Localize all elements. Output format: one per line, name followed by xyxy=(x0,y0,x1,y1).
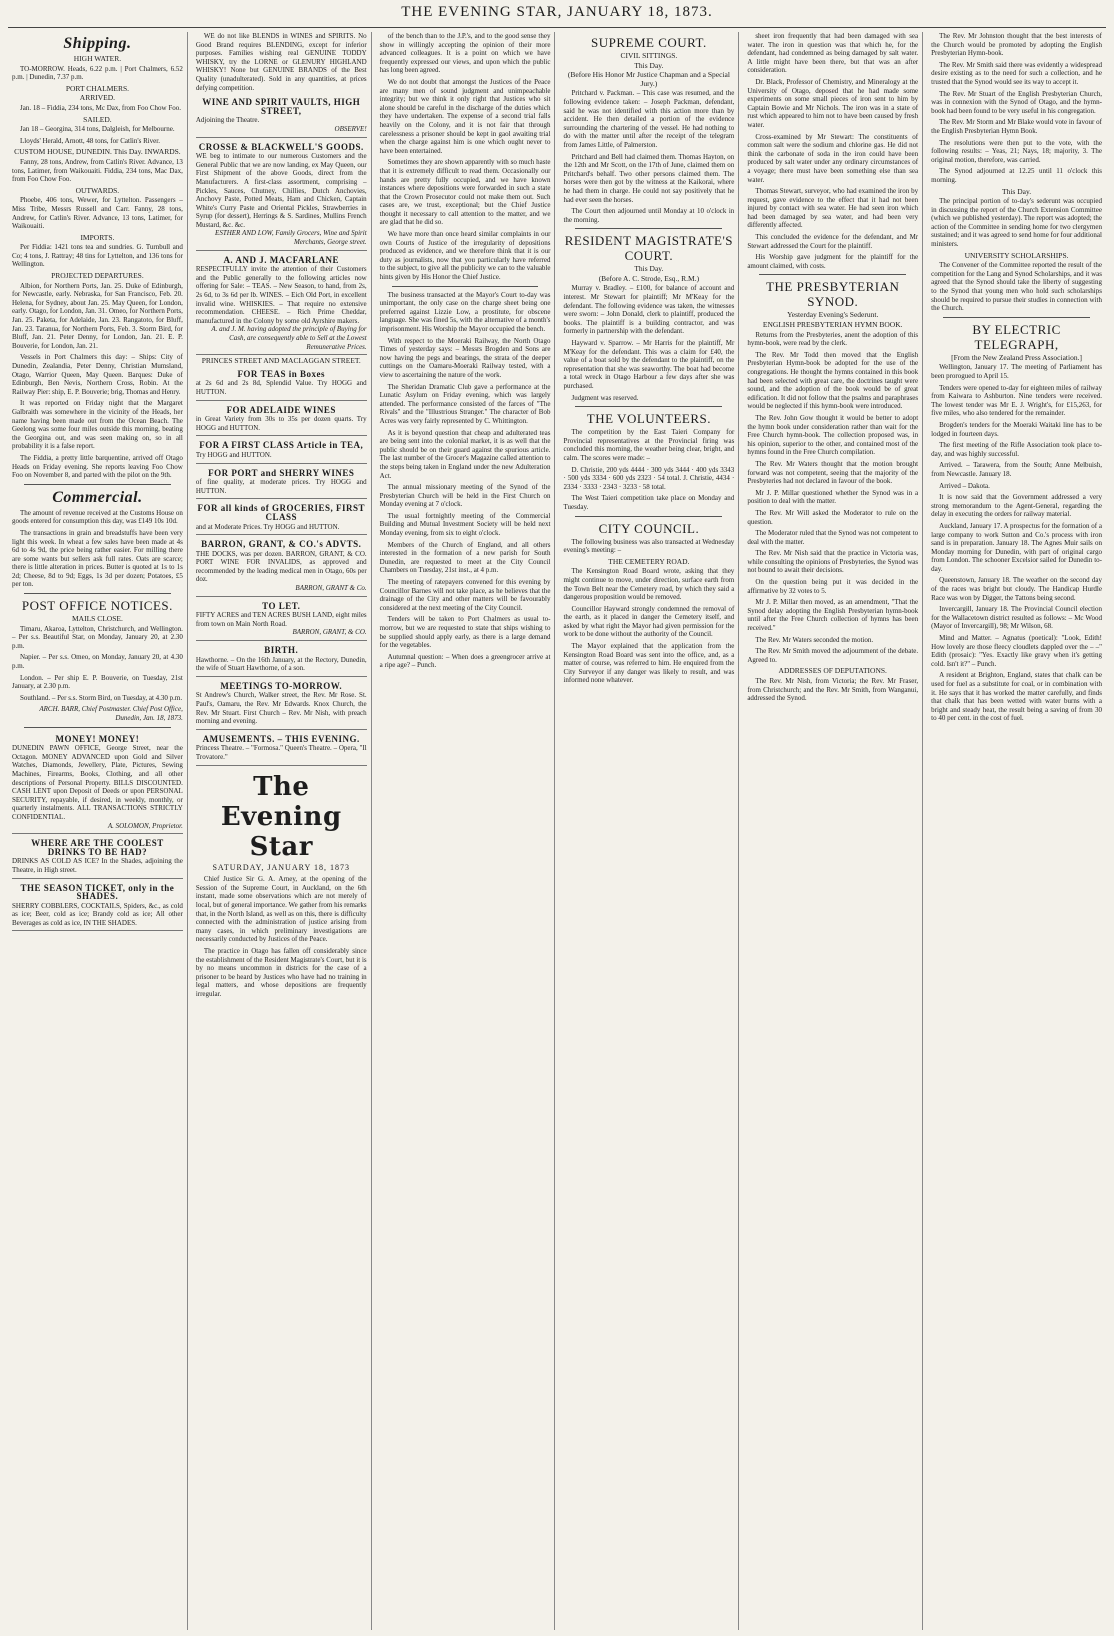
section-heading: THE PRESBYTERIAN SYNOD. xyxy=(766,279,900,310)
article-paragraph: Fanny, 28 tons, Andrew, from Catlin's River. Advance, 13 tons, Latimer, from Waikouaiti. Fiddia, 234 tons, Mac Dax, from Foo Chow Foo. xyxy=(12,157,183,184)
subheading: This Day. xyxy=(634,60,664,70)
column-1 xyxy=(8,32,188,1630)
article-paragraph: The Moderator ruled that the Synod was not competent to deal with the matter. xyxy=(747,529,919,546)
advertisement-signature: BARRON, GRANT, & CO. xyxy=(292,628,367,637)
article-paragraph: Timaru, Akaroa, Lyttelton, Christchurch, and Wellington. – Per s.s. Beautiful Star, on Monday, January 20, at 2.30 p.m. xyxy=(12,624,183,650)
subheading: OUTWARDS. xyxy=(75,185,120,195)
article-paragraph: Jan 18 – Georgina, 314 tons, Dalgleish, for Melbourne. xyxy=(20,125,175,134)
section-heading: CITY COUNCIL. xyxy=(598,520,700,536)
column-4 xyxy=(559,32,739,1630)
article-paragraph: Tenders were opened to-day for eighteen miles of railway from Kaiwara to Ashburton. Nine tenders were received. The lowest tender was Mr E. J. Wright's, for £15,263, for five miles, who also tendered for the remainder. xyxy=(931,383,1102,418)
article-paragraph: The Rev. Mr Smith moved the adjournment of the debate. Agreed to. xyxy=(747,647,919,664)
article-paragraph: Lloyds' Herald, Arnott, 48 tons, for Catlin's River. xyxy=(20,136,160,145)
article-paragraph: The first meeting of the Rifle Association took place to-day, and was highly successful. xyxy=(931,441,1102,458)
article-paragraph: The resolutions were then put to the vote, with the following results: – Yeas, 21; Nays, 18; majority, 3. The original motion, therefore, was carried. xyxy=(931,138,1102,164)
article-paragraph: The transactions in grain and breadstuffs have been very light this week. In wheat a few sales have been made at 4s 6d to 4s 9d, the price being rather easier. For milling there are some wants but sellers ask full rates. Oats are scarce; there is little alteration in prices. Butter is quoted at 1s to 1s 2d; Cheese, 8d to 9d; Eggs, 1s 3d per dozen; Potatoes, £5 per ton. xyxy=(12,528,183,589)
section-heading: POST OFFICE NOTICES. xyxy=(21,598,173,614)
article-paragraph: Tenders will be taken to Port Chalmers as usual to-morrow, but we are requested to state that ships wishing to be supplied should apply early, as there is a large demand for the vegetables. xyxy=(379,615,551,650)
advertisement-title: A. AND J. MACFARLANE xyxy=(223,254,340,265)
column-divider xyxy=(759,274,906,275)
advertisement-body: FIFTY ACRES and TEN ACRES BUSH LAND, eight miles from town on Main North Road. xyxy=(195,611,367,628)
advertisement-title: AMUSEMENTS. – THIS EVENING. xyxy=(202,733,360,744)
masthead: THE EVENING STAR, JANUARY 18, 1873. xyxy=(401,4,713,20)
advertisement-title: TO LET. xyxy=(262,600,301,611)
subheading: CIVIL SITTINGS. xyxy=(620,51,678,60)
advertisement-body: at 2s 6d and 2s 8d, Splendid Value. Try HOGG and HUTTON. xyxy=(195,379,367,396)
article-paragraph: The Kensington Road Board wrote, asking that they might continue to move, under direction, surface earth from the Town Belt near the Cemetery road, by which they said a dangerous proposition would be removed. xyxy=(563,567,735,602)
subheading: IMPORTS. xyxy=(80,232,115,242)
advertisement xyxy=(196,537,367,597)
article-paragraph: The Court then adjourned until Monday at 10 o'clock in the morning. xyxy=(563,207,735,224)
article-paragraph: We do not doubt that amongst the Justices of the Peace are many men of sound judgment and unimpeachable integrity; but we think it only right that Justices who sit alone should be careful in the discharge of the duties which they have undertaken. The expense of a second trial falls heavily on the Colony, and it is not fair that through carelessness a prisoner should be kept in gaol awaiting trial when the charge against him is one which ought never to have been entertained. xyxy=(379,77,551,155)
article-paragraph: Hayward v. Sparrow. – Mr Harris for the plaintiff, Mr M'Keay for the defendant. This was a claim for £40, the value of a boat sold by the defendant to the plaintiff, on the representation that she was seaworthy. The boat had become a total wreck in Otago Harbour a few days after she was purchased. xyxy=(563,339,735,390)
advertisement xyxy=(196,140,367,251)
article-paragraph: Wellington, January 17. The meeting of Parliament has been prorogued to April 15. xyxy=(931,363,1102,380)
article-paragraph: Jan. 18 – Fiddia, 234 tons, Mc Dax, from Foo Chow Foo. xyxy=(20,103,181,112)
article-paragraph: The Rev. Mr Todd then moved that the English Presbyterian Hymn-book be adopted for the use of the congregations. He thought the hymns contained in this book had been selected with great care, the doctrines taught were sound, and the adoption of the book would be of great edification. It did not follow that the psalms and paraphrases would be neglected if this hymn-book were introduced. xyxy=(747,350,919,411)
column-divider xyxy=(24,484,171,485)
article-paragraph: Members of the Church of England, and all others interested in the formation of a new parish for South Dunedin, are requested to meet at the City Council Chambers on Tuesday, 21st inst., at 4 p.m. xyxy=(379,540,551,575)
advertisement xyxy=(196,501,367,535)
article-paragraph: Mind and Matter. – Agnatus (poetical): "Look, Edith! How lovely are those fleecy cloudlets dappled over the – –" Edith (prosaic): "Yes. Exactly like gravy when it's getting cold. Isn't it?" – Punch. xyxy=(931,634,1102,668)
article-paragraph: sheet iron frequently that had been damaged with sea water. The iron in question was that which he, for the defendant, had condemned as being damaged by salt water. A little might have been there, but that was an after consideration. xyxy=(747,32,919,75)
advertisement-body: Princess Theatre. – "Formosa." Queen's Theatre. – Opera, "Il Trovatore." xyxy=(195,744,367,761)
article-paragraph: It is now said that the Government addressed a very strong memorandum to the Agent-General, regarding the delay in executing the orders for railway material. xyxy=(931,493,1102,519)
section-heading: BY ELECTRIC TELEGRAPH, xyxy=(972,321,1061,352)
advertisement-title: FOR TEAS in Boxes xyxy=(237,368,326,379)
article-paragraph: of the bench than to the J.P.'s, and to the good sense they show in willingly accepting the opinion of their more advanced colleagues. It is a point on which we have frequently expressed our views, and upon which the public has long been agreed. xyxy=(379,32,551,75)
article-paragraph: The Synod adjourned at 12.25 until 11 o'clock this morning. xyxy=(931,167,1102,184)
advertisement-body: RESPECTFULLY invite the attention of their Customers and the Public generally to the following articles now offering for Sale: – TEAS. – New Season, to hand, from 2s, 2s 6d, to 3s 6d per lb. WINES. – Eich Old Port, in excellent invalid wine. WHISKIES. – That require no extensive recommendation. CHEESE. – Rich Prime Cheddar, manufactured in the Colony by some old Ayrshire makers. xyxy=(195,265,367,325)
subheading: ADDRESSES OF DEPUTATIONS. xyxy=(778,666,887,676)
section-heading: SUPREME COURT. xyxy=(591,35,707,50)
advertisement xyxy=(196,367,367,401)
column-3 xyxy=(376,32,556,1630)
columns xyxy=(8,32,1106,1630)
advertisement xyxy=(196,466,367,500)
advertisement-signature: A. SOLOMON, Proprietor. xyxy=(107,821,183,830)
advertisement xyxy=(196,732,367,766)
advertisement xyxy=(196,403,367,437)
section-heading: RESIDENT MAGISTRATE'S COURT. xyxy=(564,233,734,264)
article-paragraph: The Rev. Mr Waters seconded the motion. xyxy=(755,635,874,644)
article-paragraph: Autumnal question: – When does a greengrocer arrive at a ripe age? – Punch. xyxy=(379,652,551,670)
article-paragraph: With respect to the Moeraki Railway, the North Otago Times of yesterday says: – Messrs Brogden and Sons are now having the pegs and bearings, the strata of the deeper cuttings on the Oamaru-Moeraki Railway tested, with a view to ascertaining the nature of the work. xyxy=(379,336,551,379)
article-paragraph: The West Taieri competition take place on Monday and Tuesday. xyxy=(563,494,735,511)
article-paragraph: The usual fortnightly meeting of the Commercial Building and Mutual Investment Society will be held next Monday evening, from six to eight o'clock. xyxy=(379,511,551,538)
signature-line: ARCH. BARR, Chief Postmaster. Chief Post Office, Dunedin, Jan. 18, 1873. xyxy=(39,705,183,722)
article-paragraph: Chief Justice Sir G. A. Arney, at the opening of the Session of the Supreme Court, in Auckland, on the 6th instant, made some observations which are not merely of local, but of general importance. We gather from his remarks that, in the North Island, as well as on this, there is difficulty connected with the administration of justice arising from many cases, in which preliminary investigations are necessarily conducted by Justices of the Peace. xyxy=(195,875,367,944)
advertisement-title: BIRTH. xyxy=(264,645,299,656)
article-paragraph: The Rev. Mr Nish, from Victoria; the Rev. Mr Fraser, from Christchurch; and the Rev. Mr Smith, from Wanganui, addressed the Synod. xyxy=(747,677,919,703)
advertisement-title: FOR PORT and SHERRY WINES xyxy=(208,467,355,478)
advertisement-title: MEETINGS TO-MORROW. xyxy=(220,680,343,691)
advertisement xyxy=(196,679,367,730)
article-paragraph: The Rev. Mr Waters thought that the motion brought forward was not competent, seeing that the majority of the Presbyteries had not declared in favour of the book. xyxy=(747,459,919,486)
article-paragraph: Mr J. P. Millar questioned whether the Synod was in a position to deal with the matter. xyxy=(747,488,919,506)
article-paragraph: TO-MORROW. Heads, 6.22 p.m. | Port Chalmers, 6.52 p.m. | Dunedin, 7.37 p.m. xyxy=(12,64,183,82)
article-paragraph: Auckland, January 17. A prospectus for the formation of a large company to work Sutton and Co.'s process with iron sand is in preparation. January 18. The Agnes Muir sails on Monday morning for Dunedin, with part of original cargo from London. The schooner Excelsior sailed for Dunedin to-day. xyxy=(931,521,1102,573)
article-paragraph: The Rev. Mr Will asked the Moderator to rule on the question. xyxy=(747,508,919,526)
article-paragraph: Pritchard and Bell had claimed them. Thomas Hayton, on the 12th and Mr Scott, on the 17th of June, claimed them on Pritchard's behalf. Two other persons claimed them. The horses were then got by the witness at the Kaikorai, where he had them in charge. He could not say positively that he had ever seen the horses. xyxy=(563,152,735,204)
column-6 xyxy=(927,32,1106,1630)
advertisement-title: BARRON, GRANT, & CO.'s ADVTS. xyxy=(201,539,362,550)
article-paragraph: Albion, for Northern Ports, Jan. 25. Duke of Edinburgh, for Newcastle, early. Nebraska, for San Francisco, Feb. 20. Helena, for Sydney, about Jan. 25. May Queen, for London, early. Otago, for London, Jan. 31. Omeo, for Northern Ports, Jan. 25. Paketa, for Adelaide, Jan. 23. Rangatoto, for Bluff, Jan. 23. Taranua, for Northern Ports, Feb. 3. Storm Bird, for Bluff, Jan. 21. Peter Denny, for London, Jan. 21. E. P. Bouverie, for London, Jan. 21. xyxy=(12,281,183,350)
article-paragraph: The principal portion of to-day's sederunt was occupied in discussing the report of the Church Extension Committee (which we published yesterday). The report was adopted; the action of the Committee in sending home for two clergymen sustained; and it was agreed to send home for four additional ministers. xyxy=(931,197,1102,249)
article-paragraph: Dr. Black, Professor of Chemistry, and Mineralogy at the University of Otago, deposed that he had made some experiments on some small pieces of iron sent to him by Captain Bowie and Mr Nichols. The iron was in a state of rust which appeared to him not to have been caused by fresh water. xyxy=(747,77,919,129)
column-divider xyxy=(943,317,1090,318)
advertisement-body: Adjoining the Theatre. xyxy=(195,116,260,125)
column-2 xyxy=(192,32,372,1630)
newspaper-nameplate: The Evening Star xyxy=(220,771,342,862)
article-paragraph: The annual missionary meeting of the Synod of the Presbyterian Church will be held in the First Church on Monday evening at 7 o'clock. xyxy=(379,483,551,509)
article-paragraph: The Rev. John Gow thought it would be better to adopt the hymn book under consideration rather than wait for the Free Church hymn-book. The collection proposed was, in his opinion, superior to the other, and contained most of the hymns found in the Free Church compilation. xyxy=(747,413,919,457)
advertisement-body: in Great Variety from 30s to 35s per dozen quarts. Try HOGG and HUTTON. xyxy=(195,415,367,432)
article-paragraph: The Rev. Mr Johnston thought that the best interests of the Church would be promoted by adopting the English Presbyterian Hymn-book. xyxy=(931,32,1102,58)
article-paragraph: Vessels in Port Chalmers this day: – Ships: City of Dunedin, Zealandia, Peter Denny, Christian Mumsland, Otago, Warrior Queen, May Queen. Barques: Duke of Edinburgh, Ben Nevis, Northern Cross, Robin. At the Railway Pier: ship, E. P. Bouverie; brig, Thomas and Henry. xyxy=(12,353,183,396)
article-paragraph: WE do not like BLENDS in WINES and SPIRITS. No Good Brand requires BLENDING, except for inferior purposes. Families wishing real GENUINE TODDY WHISKY, try the LORNE or GLENURY HIGHLAND WHISKY! None but GENUINE BRANDS of the Best Quality (unadulterated). Sold in any quantities, at prices defying competition. xyxy=(195,32,367,92)
article-paragraph: The Rev. Mr Storm and Mr Blake would vote in favour of the English Presbyterian Hymn Book. xyxy=(931,118,1102,135)
article-paragraph: London. – Per ship E. P. Bouverie, on Tuesday, 21st January, at 2.30 p.m. xyxy=(12,673,183,691)
subheading: (Before His Honor Mr Justice Chapman and a Special Jury.) xyxy=(567,70,730,88)
article-paragraph: It was reported on Friday night that the Margaret Galbraith was somewhere in the vicinity of the Heads, her name having been made out from the Ocean Beach. The Geelong was some four miles outside this morning, beating the Georgina out, and was seen making on, so in all probability it is a false report. xyxy=(12,399,183,451)
advertisement-title: THE SEASON TICKET, only in the SHADES. xyxy=(20,882,175,902)
advertisement-body: St Andrew's Church, Walker street, the Rev. Mr Rose. St. Paul's, Oamaru, the Rev. Mr Edwards. Knox Church, the Rev. Mr Stuart. First Church – Rev. Mr Nish, with preach morning and evening. xyxy=(195,691,367,726)
subheading: PRINCES STREET AND MACLAGGAN STREET. xyxy=(201,356,361,366)
masthead-rule xyxy=(8,27,1106,28)
article-paragraph: Judgment was reserved. xyxy=(571,393,639,402)
advertisement xyxy=(12,732,183,835)
subheading: PROJECTED DEPARTURES. xyxy=(51,271,144,281)
advertisement xyxy=(196,599,367,641)
article-paragraph: Councillor Hayward strongly condemned the removal of the earth, as it placed in danger the Cemetery itself, and asked by what right the Mayor had given permission for the work to be done without the authority of the Council. xyxy=(563,604,735,639)
column-divider xyxy=(392,286,539,287)
advertisement-body: DUNEDIN PAWN OFFICE, George Street, near the Octagon. MONEY ADVANCED upon Gold and Silver Watches, Diamonds, Jewellery, Plate, Pictures, Sewing Machines, Firearms, Books, Clothing, and all other descriptions of Personal Property. BILLS DISCOUNTED. CASH LENT upon Deposit of Deeds or upon PERSONAL SECURITY, repayable, if desired, in weekly, monthly, or quarterly instalments. ALL TRANSACTIONS STRICTLY CONFIDENTIAL. xyxy=(12,744,183,821)
article-paragraph: D. Christie, 200 yds 4444 · 300 yds 3444 · 400 yds 3343 · 500 yds 3334 · 600 yds 2323 · 54 total. J. Christie, 4434 · 2334 · 3333 · 2343 · 3233 · 58 total. xyxy=(563,465,735,491)
subheading: This Day. xyxy=(634,264,664,274)
article-paragraph: The Rev. Mr Stuart of the English Presbyterian Church, was in connexion with the Synod of Otago, and the hymn-book had been found to be very useful in his congregation. xyxy=(931,89,1102,115)
advertisement-body: WE beg to intimate to our numerous Customers and the General Public that we are now landing, ex May Queen, our First Shipment of the above Goods, direct from the Manufacturers. A first-class assortment, comprising – Pickles, Sauces, Chutney, Chillies, Dutch Anchovies, Anchovy Paste, Potted Meats, Ham and Chicken, Captain White's Curry Paste and Oriental Pickles, Strawberries in Syrup (for dessert), Herrings & S. Sardines, Mullins French Mustard, &c. &c. xyxy=(195,152,367,229)
article-paragraph: The Sheridan Dramatic Club gave a performance at the Lunatic Asylum on Friday evening, which was largely attended. The performance consisted of the farces of "The Rivals" and the "Illustrious Stranger." The character of Bob Acres was very fairly represented by C. Whittington. xyxy=(379,382,551,425)
subheading: ENGLISH PRESBYTERIAN HYMN BOOK. xyxy=(762,320,903,330)
advertisement-title: WINE AND SPIRIT VAULTS, HIGH STREET, xyxy=(202,97,361,116)
subheading: Yesterday Evening's Sederunt. xyxy=(787,310,879,320)
article-paragraph: Sometimes they are shown apparently with so much haste that it is extremely difficult to read them. Occasionally our hands are pretty fully occupied, and we have known instances where depositions were forwarded in such a state that the Crown Prosecutor could not make them out. Such cases are, we trust, exceptional; but the Chief Justice thought it necessary to call attention to the matter, and we are glad that he did so. xyxy=(379,158,551,227)
article-paragraph: Pritchard v. Packman. – This case was resumed, and the following evidence taken: – Joseph Packman, defendant, said he was not identified with this action more than by accident. He then detailed a portion of the evidence surrounding the chartering of the vessel. He had nothing to do with the matter until after the receipt of the telegram from James Little, of Palmerston. xyxy=(563,89,735,149)
article-paragraph: The meeting of ratepayers convened for this evening by Councillor Barnes will not take place, as he believes that the drainage of the City and other matters will be favourably considered at the next meeting of the City Council. xyxy=(379,578,551,612)
advertisement-body: Try HOGG and HUTTON. xyxy=(195,450,272,459)
subheading: This Day. xyxy=(1002,186,1032,196)
advertisement-title: FOR A FIRST CLASS Article in TEA, xyxy=(199,440,364,451)
subheading: PORT CHALMERS. xyxy=(65,83,129,93)
article-paragraph: On the question being put it was decided in the affirmative by 32 votes to 5. xyxy=(747,578,919,595)
article-paragraph: Queenstown, January 18. The weather on the second day of the races was bright but cloudy. The Handicap Hurdle Race was won by Digger, the Tattons being second. xyxy=(931,576,1102,602)
column-divider xyxy=(575,406,722,407)
advertisement xyxy=(196,643,367,677)
column-divider xyxy=(575,516,722,517)
article-paragraph: The Rev. Mr Smith said there was evidently a widespread desire existing as to the need for such a collection, and he trusted that the Synod would see its way to accept it. xyxy=(931,60,1102,86)
issue-date: SATURDAY, JANUARY 18, 1873 xyxy=(212,862,350,872)
advertisement xyxy=(12,881,183,932)
column-5 xyxy=(743,32,923,1630)
advertisement-title: FOR all kinds of GROCERIES, FIRST CLASS xyxy=(197,503,366,522)
advertisement-signature: ESTHER AND LOW, Family Grocers, Wine and Spirit Merchants, George street. xyxy=(215,229,367,247)
article-paragraph: Returns from the Presbyteries, anent the adoption of this hymn-book, were read by the clerk. xyxy=(747,330,919,348)
article-paragraph: Napier. – Per s.s. Omeo, on Monday, January 20, at 4.30 p.m. xyxy=(12,653,183,671)
advertisement xyxy=(196,95,367,137)
article-paragraph: The competition by the East Taieri Company for Provincial representatives at the Provincial firing was concluded this morning, the weather being clear, bright, and calm. The scores were made: – xyxy=(563,428,735,462)
advertisement-title: CROSSE & BLACKWELL'S GOODS. xyxy=(198,141,364,152)
article-paragraph: Phoebe, 406 tons, Wewer, for Lyttelton. Passengers – Miss Tribe, Messrs Russell and Carr. Fanny, 28 tons, Andrew, for Catlin's River. Advance, 13 tons, Latimer, for Waikouaiti. xyxy=(12,196,183,231)
article-paragraph: The Convener of the Committee reported the result of the competition for the Lang and Synod Scholarships, and it was agreed that the Synod should take the liberty of suggesting to the Synod that young men who hold such scholarships should be required to pursue their studies in connection with the Church. xyxy=(931,261,1102,313)
article-paragraph: The Fiddia, a pretty little barquentine, arrived off Otago Heads on Friday evening. She reports leaving Foo Chow Foo on November 8, and parted with the pilot on the 9th. xyxy=(12,453,183,480)
advertisement-body: THE DOCKS, was per dozen. BARRON, GRANT, & CO. PORT WINE FOR INVALIDS, as approved and recommended by the leading medical men in Otago, 60s per doz. xyxy=(195,549,367,584)
advertisement-body: and at Moderate Prices. Try HOGG and HUTTON. xyxy=(195,522,340,531)
advertisement xyxy=(196,438,367,463)
advertisement-body: SHERRY COBBLERS, COCKTAILS, Spiders, &c., as cold as ice; Beer, cold as ice; Brandy cold as ice; All other Beverages as cold as ice, IN THE SHADES. xyxy=(12,901,183,927)
article-paragraph: Brogden's tenders for the Moeraki Waitaki line has to be lodged in fourteen days. xyxy=(931,420,1102,438)
subheading: HIGH WATER. xyxy=(73,54,122,63)
subheading: [From the New Zealand Press Association.] xyxy=(951,352,1082,362)
article-paragraph: Thomas Stewart, surveyor, who had examined the iron by request, gave evidence to the effect that it had not been injured by contact with sea water. He had seen iron which had been damaged by sea water, and had been very differently affected. xyxy=(747,187,919,230)
article-paragraph: The Rev. Mr Nish said that the practice in Victoria was, while consulting the opinions of Presbyteries, the Synod was not bound to await their decisions. xyxy=(747,549,919,575)
advertisement xyxy=(196,253,367,356)
subheading: CUSTOM HOUSE, DUNEDIN. This Day. INWARDS. xyxy=(14,147,181,157)
column-divider xyxy=(575,228,722,229)
article-paragraph: Arrived. – Tarawera, from the South; Anne Melbuish, from Newcastle. January 18. xyxy=(931,461,1102,478)
section-heading: THE VOLUNTEERS. xyxy=(586,411,712,427)
article-paragraph: Invercargill, January 18. The Provincial Council election for the Wallacetown district resulted as follows: – Mc Wood (Mayor of Invercargill), 98; Mr Wilson, 68. xyxy=(931,605,1102,631)
article-paragraph: Southland. – Per s.s. Storm Bird, on Tuesday, at 4.30 p.m. xyxy=(20,693,183,702)
advertisement-title: FOR ADELAIDE WINES xyxy=(226,404,336,415)
article-paragraph: The business transacted at the Mayor's Court to-day was unimportant, the only case on the charge sheet being one preferred against Lizzie Low, a prostitute, for obscene language. She was fined 5s, with the alternative of a month's imprisonment. His Worship the Mayor occupied the bench. xyxy=(379,290,551,333)
article-paragraph: Per Fiddia: 1421 tons tea and sundries. G. Turnbull and Co; 4 tons, J. Rattray; 48 tins for Lyttelton, and 136 tons for Wellington. xyxy=(12,243,183,269)
subheading: (Before A. C. Strode, Esq., R.M.) xyxy=(598,273,700,283)
section-heading: Shipping. xyxy=(63,35,132,52)
article-paragraph: The following business was also transacted at Wednesday evening's meeting: – xyxy=(563,537,735,555)
advertisement xyxy=(12,836,183,878)
advertisement-title: WHERE ARE THE COOLEST DRINKS TO BE HAD? xyxy=(31,838,164,857)
advertisement-title: MONEY! MONEY! xyxy=(55,733,140,744)
subheading: THE CEMETERY ROAD. xyxy=(608,556,690,566)
section-heading: Commercial. xyxy=(52,488,143,506)
subheading: ARRIVED. xyxy=(79,93,116,103)
advertisement-signature: OBSERVE! xyxy=(334,124,367,133)
article-paragraph: The practice in Otago has fallen off considerably since the establishment of the Resident Magistrate's Court, but it is by no means uncommon in districts for the case of a prisoner to be heard by Justices who have had no training in legal matters, and whose depositions are frequently irregular. xyxy=(195,946,367,998)
article-paragraph: Cross-examined by Mr Stewart: The constituents of common salt were the sodium and chlorine gas. He did not think the carbonate of soda in the iron could have been produced by salt water under any ordinary circumstances of a voyage; there must have been something else than sea water. xyxy=(747,132,919,184)
subheading: UNIVERSITY SCHOLARSHIPS. xyxy=(964,250,1069,260)
article-paragraph: As it is beyond question that cheap and adulterated teas are being sent into the colonial market, it is as well that the public should be on their guard against the spurious article. The last number of the Grocer's Magazine called attention to the steps being taken in England under the new Adulteration Act. xyxy=(379,428,551,480)
column-divider xyxy=(24,593,171,594)
advertisement-body: of fine quality, at moderate prices. Try HOGG and HUTTON. xyxy=(195,478,367,495)
article-paragraph: Arrived – Dakota. xyxy=(939,481,990,490)
article-paragraph: We have more than once heard similar complaints in our own Courts of Justice of the irregularity of depositions produced as evidence, and we therefore think that it is our duty as journalists, now that you particularly have referred to the subject, to give all the publicity we can to the valuable hints given by His Honor the Chief Justice. xyxy=(379,230,551,282)
subheading: MAILS CLOSE. xyxy=(71,614,123,624)
article-paragraph: His Worship gave judgment for the plaintiff for the amount claimed, with costs. xyxy=(747,253,919,270)
article-paragraph: This concluded the evidence for the defendant, and Mr Stewart addressed the Court for the plaintiff. xyxy=(747,233,919,250)
article-paragraph: Murray v. Bradley. – £100, for balance of account and interest. Mr Stewart for plaintiff; Mr M'Keay for the defendant. The following evidence was taken, the witnesses were sworn: – John Donald, clerk to plaintiff, produced the books. The plaintiff is a building contractor, and was formerly in partnership with the defendant. xyxy=(563,284,735,336)
advertisement-signature: BARRON, GRANT & Co. xyxy=(295,584,367,593)
advertisement-body: Hawthorne. – On the 16th January, at the Rectory, Dunedin, the wife of Stuart Hawthorne, of a son. xyxy=(195,655,367,673)
article-paragraph: Mr J. P. Millar then moved, as an amendment, "That the Synod delay adopting the English Presbyterian hymn-book until after the Free Church collection of hymns has been received." xyxy=(747,598,919,633)
article-paragraph: A resident at Brighton, England, states that chalk can be used for fuel as a substitute for coal, or in combination with it. He says that it has worked the matter carefully, and finds that chalk that has been wetted with water burns with a bright and steady heat, the result being a saving of from 30 to 40 per cent. in the cost of fuel. xyxy=(931,671,1102,723)
article-paragraph: The Mayor explained that the application from the Kensington Road Board was sent into the office, and, as a matter of course, was referred to him. He enquired from the City Surveyor if any danger was likely to result, and was informed none whatever. xyxy=(563,642,735,685)
subheading: SAILED. xyxy=(83,114,112,124)
article-paragraph: The amount of revenue received at the Customs House on goods entered for consumption this day, was £149 10s 10d. xyxy=(12,508,183,526)
column-divider xyxy=(24,727,171,728)
advertisement-body: DRINKS AS COLD AS ICE? In the Shades, adjoining the Theatre, in High street. xyxy=(12,857,183,874)
advertisement-signature: A. and J. M. having adopted the principle of Buying for Cash, are consequently able to Sell at the Lowest Remunerative Prices. xyxy=(211,325,367,351)
